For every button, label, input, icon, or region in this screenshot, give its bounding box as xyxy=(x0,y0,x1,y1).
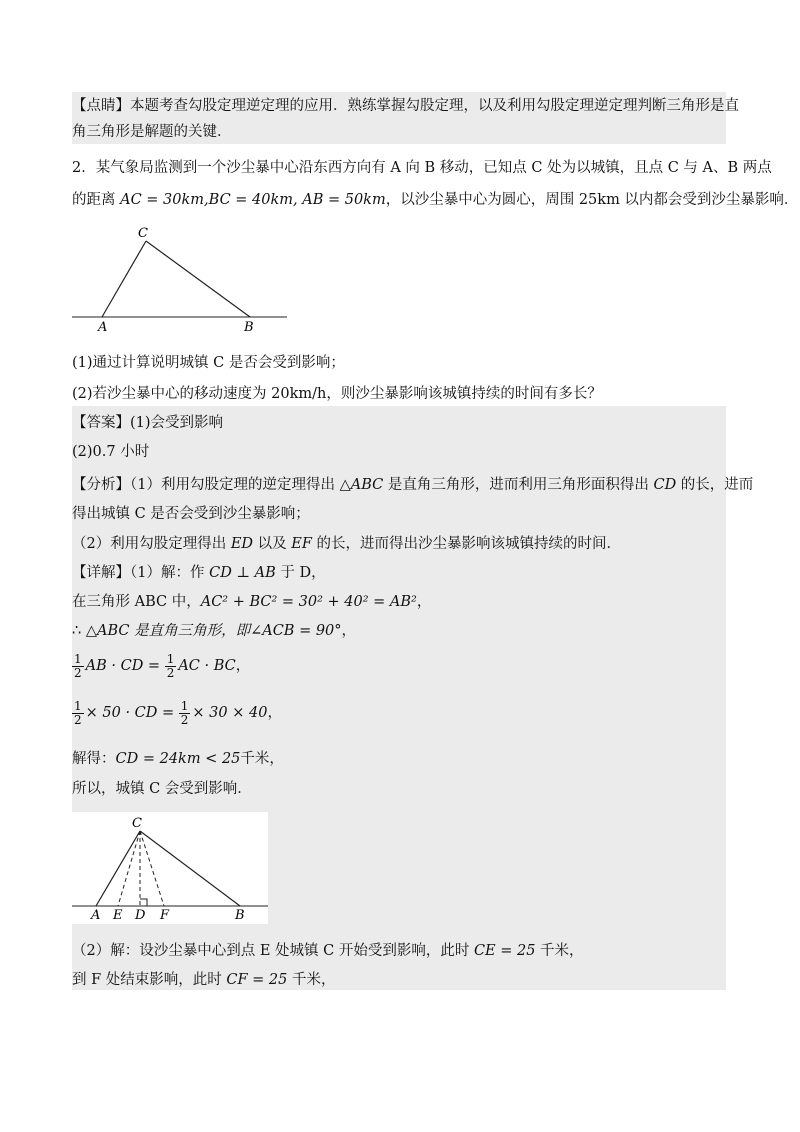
right-angle-mark xyxy=(140,899,147,906)
label-e: E xyxy=(113,908,123,923)
fraction-half: $\frac{1}{2}$ xyxy=(180,698,189,727)
note-line-2: 角三角形是解题的关键． xyxy=(72,124,232,140)
analysis-line-1: 【分析】（1）利用勾股定理的逆定理得出 △ABC 是直角三角形，进而利用三角形面积得出 CD 的长，进而 xyxy=(72,477,754,493)
label-b: B xyxy=(244,320,254,334)
fraction-eq-1: $\frac{1}{2}$ AB · CD = $\frac{1}{2}$ AC · BC， xyxy=(74,651,251,680)
distances-math: AC = 30km,BC = 40km, AB = 50km xyxy=(120,192,386,208)
problem-line-2: 的距离 AC = 30km,BC = 40km, AB = 50km，以沙尘暴中心为圆心，周围 25km 以内都会受到沙尘暴影响． xyxy=(72,192,799,208)
analysis-line-2: 得出城镇 C 是否会受到沙尘暴影响； xyxy=(72,506,310,522)
label-c: C xyxy=(138,226,148,241)
fraction-half: $\frac{1}{2}$ xyxy=(166,651,175,680)
note-line-1: 【点睛】本题考查勾股定理逆定理的应用．熟练掌握勾股定理，以及利用勾股定理逆定理判断三角形是直 xyxy=(72,98,739,114)
detail-line-6: 解得：CD = 24km < 25千米， xyxy=(72,751,284,767)
part2-line-2: 到 F 处结束影响，此时 CF = 25 千米， xyxy=(72,972,336,988)
detail-line-2: 在三角形 ABC 中，AC² + BC² = 30² + 40² = AB²， xyxy=(72,594,432,610)
triangle-figure-2 xyxy=(72,812,268,924)
label-a: A xyxy=(98,320,108,334)
analysis-line-3: （2）利用勾股定理得出 ED 以及 EF 的长，进而得出沙尘暴影响该城镇持续的时间． xyxy=(72,536,622,552)
speed-value: 20km/h xyxy=(271,386,327,402)
fraction-eq-2: $\frac{1}{2}$ × 50 · CD = $\frac{1}{2}$ × 30 × 40， xyxy=(74,698,282,727)
answer-2: (2)0.7 小时 xyxy=(72,444,150,460)
side-cb xyxy=(146,241,250,317)
label-b-2: B xyxy=(235,908,245,923)
answer-1: 【答案】(1)会受到影响 xyxy=(72,415,224,431)
question-1: (1)通过计算说明城镇 C 是否会受到影响； xyxy=(72,355,345,371)
fraction-half: $\frac{1}{2}$ xyxy=(74,651,82,680)
label-c-2: C xyxy=(132,816,142,831)
label-d: D xyxy=(135,908,146,923)
label-a-2: A xyxy=(91,908,101,923)
part2-line-1: （2）解：设沙尘暴中心到点 E 处城镇 C 开始受到影响，此时 CE = 25 千米， xyxy=(72,943,584,959)
side-ac xyxy=(102,241,146,317)
dashed-cf xyxy=(140,831,164,906)
side-cb-2 xyxy=(140,831,240,906)
detail-line-1: 【详解】（1）解：作 CD ⊥ AB 于 D， xyxy=(72,565,326,581)
triangle-figure-1 xyxy=(72,222,292,334)
fraction-half: $\frac{1}{2}$ xyxy=(74,698,82,727)
side-ac-2 xyxy=(96,831,140,906)
label-f: F xyxy=(160,908,170,923)
detail-line-7: 所以，城镇 C 会受到影响． xyxy=(72,781,252,797)
problem-line-1: 2．某气象局监测到一个沙尘暴中心沿东西方向有 A 向 B 移动，已知点 C 处为以城镇，且点 C 与 A、B 两点 xyxy=(72,160,772,176)
detail-line-3: ∴ △ABC 是直角三角形，即∠ACB = 90°， xyxy=(72,623,357,639)
dashed-ce xyxy=(118,831,140,906)
question-2: (2)若沙尘暴中心的移动速度为 20km/h，则沙尘暴影响该城镇持续的时间有多长？ xyxy=(72,386,602,402)
